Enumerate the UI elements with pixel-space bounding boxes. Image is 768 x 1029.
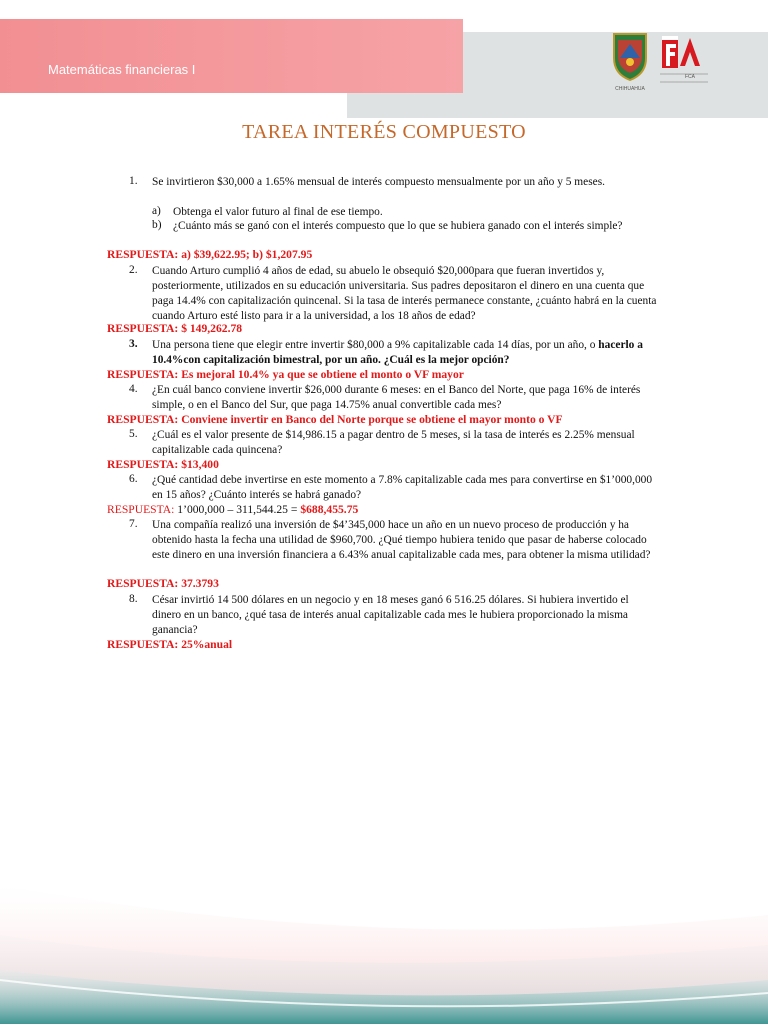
answer: RESPUESTA: 37.3793: [107, 577, 219, 590]
course-title: Matemáticas financieras I: [48, 62, 196, 77]
fca-logo: [660, 30, 708, 94]
header-red-band: [0, 19, 463, 93]
logo2-caption: FCA: [685, 74, 695, 80]
question-number: 1.: [129, 175, 138, 187]
answer: RESPUESTA: Es mejoral 10.4% ya que se obtiene el monto o VF mayor: [107, 368, 464, 381]
question-text: César invirtió 14 500 dólares en un negocio y en 18 meses ganó 6 516.25 dólares. Si hubiera invertido el dinero en un banco, ¿qué tasa de interés anual capitalizable cada mes le hubiera proporcionado la misma ganancia?: [152, 594, 629, 636]
logo1-caption: CHIHUAHUA: [615, 86, 645, 92]
subquestion-text: ¿Cuánto más se ganó con el interés compuesto que lo que se hubiera ganado con el interés simple?: [173, 220, 623, 232]
subquestion-text: Obtenga el valor futuro al final de ese tiempo.: [173, 206, 383, 218]
answer: RESPUESTA: $13,400: [107, 458, 219, 471]
question-number: 5.: [129, 428, 138, 440]
document-title: TAREA INTERÉS COMPUESTO: [242, 121, 526, 143]
question-text: ¿Qué cantidad debe invertirse en este momento a 7.8% capitalizable cada mes para convertirse en $1’000,000 en 15 años? ¿Cuánto interés se habrá ganado?: [152, 474, 653, 501]
question-number: 8.: [129, 593, 138, 605]
question-number: 2.: [129, 264, 138, 276]
answer: RESPUESTA: Conviene invertir en Banco del Norte porque se obtiene el mayor monto o VF: [107, 413, 563, 426]
chihuahua-logo: [600, 28, 660, 98]
question-text-normal: Una persona tiene que elegir entre invertir $80,000 a 9% capitalizable cada 14 días, por un año, o: [152, 339, 596, 351]
answer-value: $688,455.75: [300, 503, 359, 516]
question-number: 4.: [129, 383, 138, 395]
footer-wave-decoration: [0, 875, 768, 1024]
answer-calculation: 1’000,000 – 311,544.25 =: [177, 503, 298, 516]
question-number: 7.: [129, 518, 138, 530]
answer: [107, 503, 358, 516]
question-text: ¿En cuál banco conviene invertir $26,000 durante 6 meses: en el Banco del Norte, que paga 16% de interés simple, o en el Banco del Sur, que paga 14.75% anual convertible cada mes?: [152, 384, 641, 411]
question-text-bold: hacerlo a 10.4%con capitalización bimestral, por un año. ¿Cuál es la mejor opción?: [152, 339, 643, 366]
answer: RESPUESTA: a) $39,622.95; b) $1,207.95: [107, 248, 313, 261]
question-text: Una compañía realizó una inversión de $4’345,000 hace un año en un nuevo proceso de producción y ha obtenido hasta la fecha una utilidad de $960,700. ¿Qué tiempo hubiera tenido que pasar de haberse colocado este dinero en una inversión financiera a 6.43% anual capitalizable cada mes, para obtener la misma utilidad?: [152, 519, 651, 561]
subquestion-label: b): [152, 219, 162, 231]
question-text: ¿Cuál es el valor presente de $14,986.15 a pagar dentro de 5 meses, si la tasa de interés es 2.25% mensual capitalizable cada quincena?: [152, 429, 635, 456]
answer-label: RESPUESTA:: [107, 503, 175, 516]
answer: RESPUESTA: $ 149,262.78: [107, 322, 243, 335]
subquestion-label: a): [152, 205, 161, 217]
question-number: 3.: [129, 338, 138, 350]
question-text: Cuando Arturo cumplió 4 años de edad, su abuelo le obsequió $20,000para que fueran invertidos y, posteriormente, utilizados en su educación universitaria. Sus padres depositaron el dinero en una cuenta que paga 14.4% con capitalización quincenal. Si la tasa de interés permanece constante, ¿cuánto habrá en la cuenta cuando Arturo esté listo para ir a la universidad, a los 18 años de edad?: [152, 265, 657, 322]
question-text: Se invirtieron $30,000 a 1.65% mensual de interés compuesto mensualmente por un año y 5 meses.: [152, 176, 605, 188]
question-number: 6.: [129, 473, 138, 485]
question-text: [152, 338, 660, 368]
answer: RESPUESTA: 25%anual: [107, 638, 233, 651]
